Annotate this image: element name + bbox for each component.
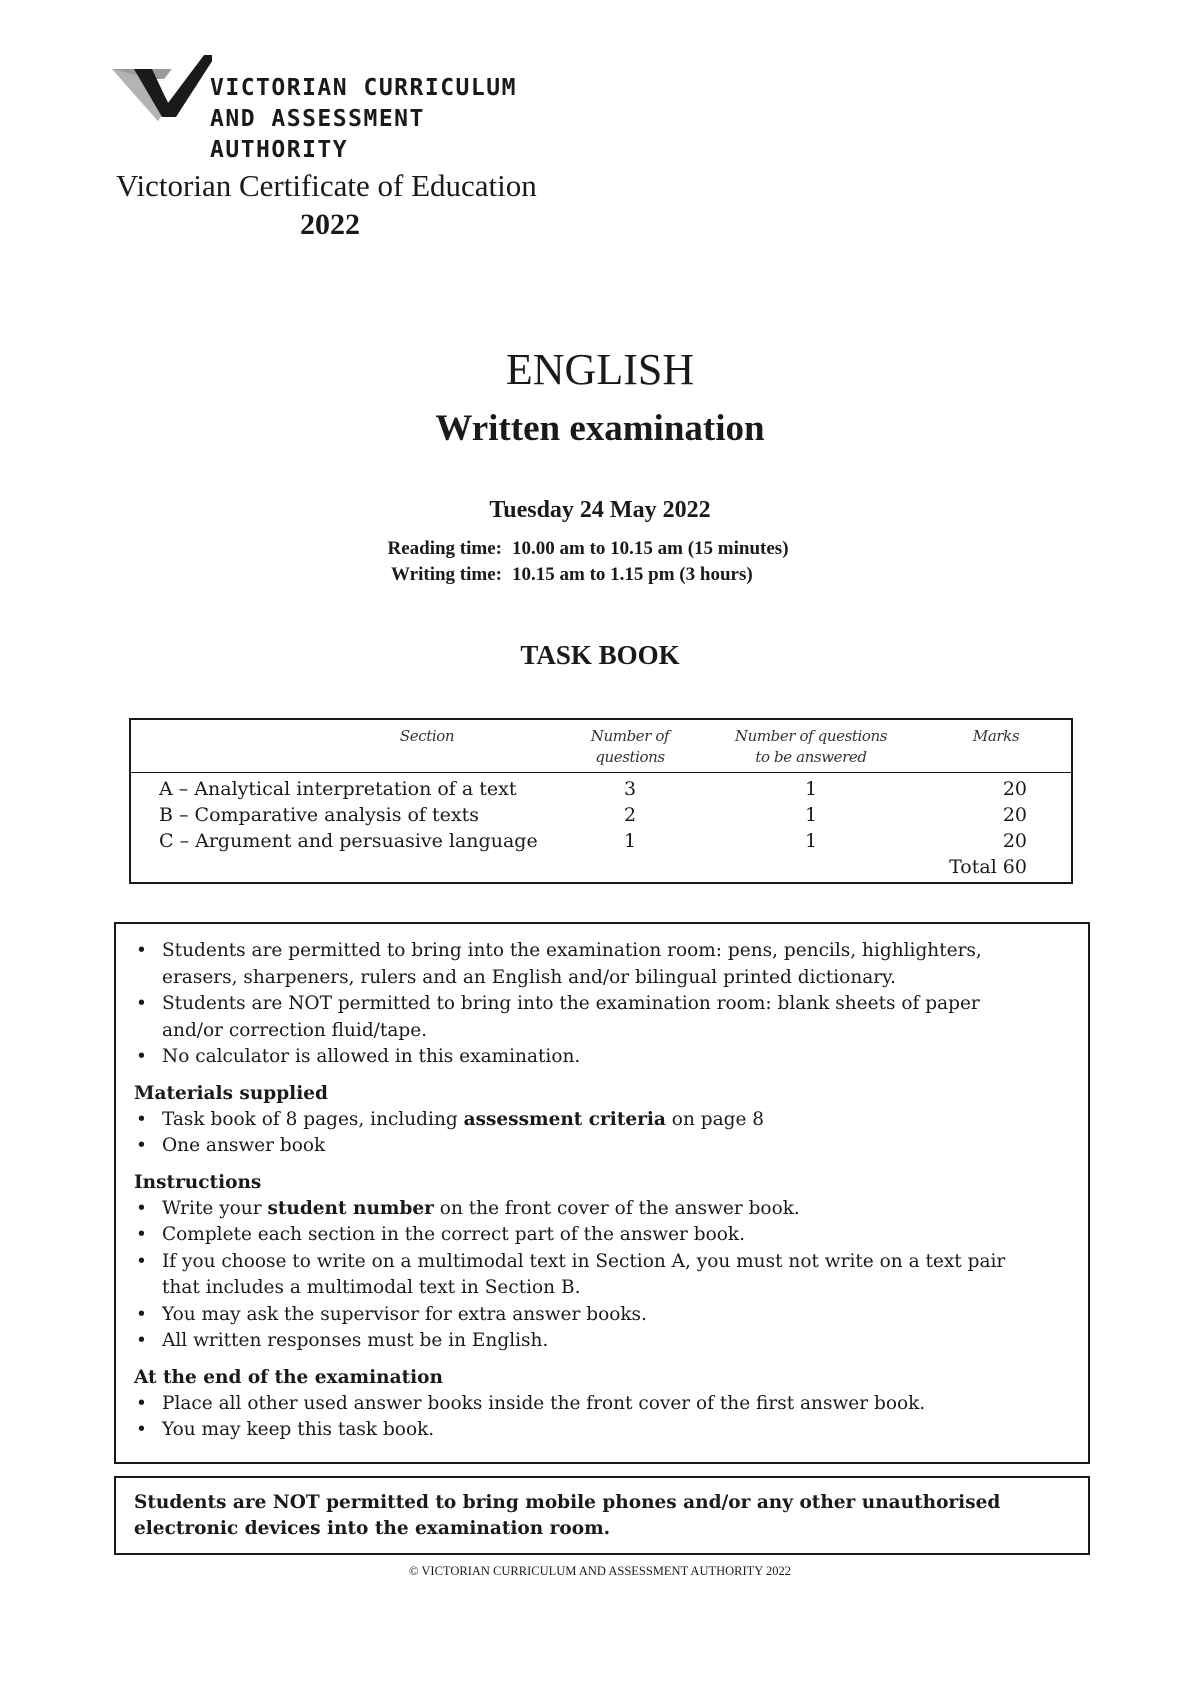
writing-time-label: Writing time: [391,564,502,585]
header-number-of-questions-line2: questions [595,748,665,766]
writing-time-row [330,562,789,588]
materials-task-book-bold: assessment criteria [463,1108,666,1130]
exam-date: Tuesday 24 May 2022 [489,497,711,523]
row-a-marks: 20 [1002,778,1027,800]
logo-line-1: VICTORIAN CURRICULUM [210,75,517,101]
end-keep: • You may keep this task book. [134,1417,1028,1444]
vcaa-logo [112,55,542,163]
instruction-supervisor: • You may ask the supervisor for extra answer books. [134,1302,1028,1329]
row-b-answered: 1 [804,804,818,826]
rule-not-permitted: • Students are NOT permitted to bring into the examination room: blank sheets of paper and/or correction fluid/tape. [134,991,1028,1044]
warning-box: Students are NOT permitted to bring mobile phones and/or any other unauthorised electronic devices into the examination room. [114,1476,1090,1555]
row-a-answered: 1 [804,778,818,800]
instructions-box [114,922,1090,1464]
exam-times [330,536,789,588]
instruction-student-post: on the front cover of the answer book. [433,1197,800,1219]
reading-time-value: 10.00 am to 10.15 am (15 minutes) [512,538,789,559]
section-table [129,718,1073,884]
instructions-list [134,1196,1028,1355]
vcaa-tick-icon [112,55,212,135]
writing-time-value: 10.15 am to 1.15 pm (3 hours) [512,564,753,585]
task-book-title: TASK BOOK [520,640,680,670]
end-place: • Place all other used answer books inside the front cover of the first answer book. [134,1391,1028,1418]
instruction-student-bold: student number [267,1197,434,1219]
instruction-english: • All written responses must be in English. [134,1328,1028,1355]
table-header-rule [131,772,1071,773]
instruction-multimodal: • If you choose to write on a multimodal text in Section A, you must not write on a text pair that includes a multimodal text in Section B. [134,1249,1028,1302]
row-a-section: A – Analytical interpretation of a text [159,778,517,800]
row-a-questions: 3 [623,778,637,800]
instruction-student-pre: Write your [162,1197,268,1219]
reading-time-row [330,536,789,562]
row-b-marks: 20 [1002,804,1027,826]
certificate-year: 2022 [300,208,360,241]
copyright-notice: © VICTORIAN CURRICULUM AND ASSESSMENT AUTHORITY 2022 [409,1564,791,1578]
header-questions-answered-line2: to be answered [755,748,867,766]
materials-task-book-post: on page 8 [665,1108,765,1130]
end-list [134,1391,1028,1444]
instruction-complete: • Complete each section in the correct part of the answer book. [134,1222,1028,1249]
instructions-heading: Instructions [134,1171,262,1193]
reading-time-label: Reading time: [387,538,502,559]
header-number-of-questions-line1: Number of [590,727,670,745]
header-marks: Marks [972,727,1020,745]
end-heading: At the end of the examination [134,1366,443,1388]
exam-type: Written examination [435,408,765,449]
header-number-of-questions [565,726,695,768]
row-b-questions: 2 [623,804,637,826]
table-total: Total 60 [949,856,1027,878]
materials-task-book [134,1107,1028,1134]
certificate-title: Victorian Certificate of Education [116,168,537,203]
rules-list [134,938,1028,1071]
vcaa-logo-text [210,73,542,166]
header-questions-answered-line1: Number of questions [734,727,888,745]
rule-calculator: • No calculator is allowed in this examination. [134,1044,1028,1071]
row-c-marks: 20 [1002,830,1027,852]
header-questions-answered [721,726,901,768]
row-c-answered: 1 [804,830,818,852]
materials-heading: Materials supplied [134,1082,328,1104]
logo-line-2: AND ASSESSMENT AUTHORITY [210,106,425,163]
materials-task-book-pre: Task book of 8 pages, including [162,1108,464,1130]
rule-permitted: • Students are permitted to bring into the examination room: pens, pencils, highlighters, erasers, sharpeners, rulers and an English and/or bilingual printed dictionary. [134,938,1028,991]
row-c-questions: 1 [623,830,637,852]
row-c-section: C – Argument and persuasive language [159,830,538,852]
materials-answer-book: • One answer book [134,1133,1028,1160]
row-b-section: B – Comparative analysis of texts [159,804,479,826]
materials-list [134,1107,1028,1160]
header-section: Section [399,727,455,745]
instruction-student-number [134,1196,1028,1223]
exam-subject: ENGLISH [505,345,695,394]
